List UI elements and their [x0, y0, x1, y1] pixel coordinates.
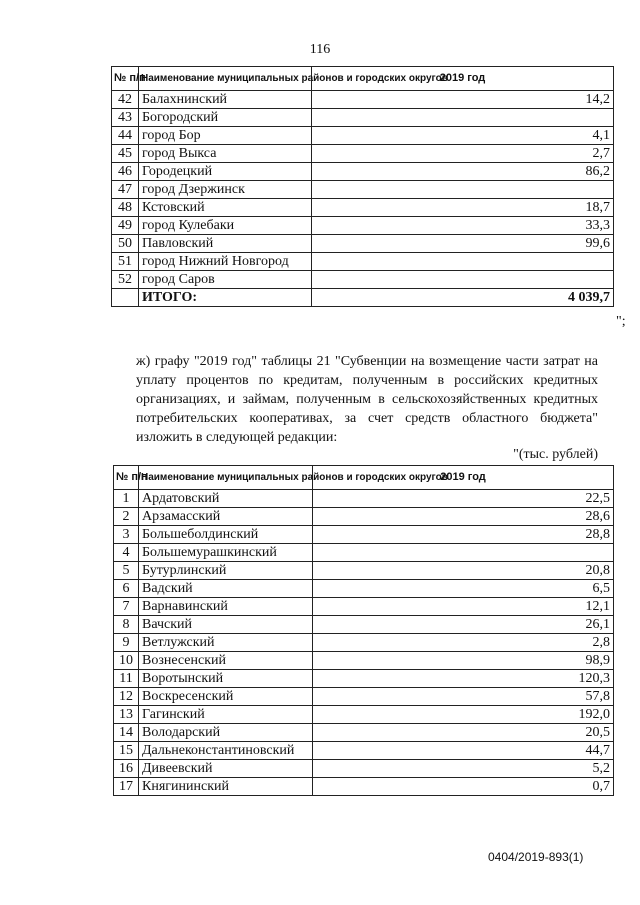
row-name: Павловский	[139, 235, 312, 253]
row-number: 11	[114, 670, 139, 688]
table-row	[114, 508, 614, 526]
row-value: 98,9	[313, 652, 614, 670]
row-value: 86,2	[312, 163, 614, 181]
row-value: 0,7	[313, 778, 614, 796]
row-number: 44	[112, 127, 139, 145]
row-name: Кстовский	[139, 199, 312, 217]
row-value: 33,3	[312, 217, 614, 235]
row-name: Ардатовский	[139, 490, 313, 508]
row-number: 50	[112, 235, 139, 253]
row-name: Большеболдинский	[139, 526, 313, 544]
document-code: 0404/2019-893(1)	[488, 850, 584, 864]
table-row	[114, 760, 614, 778]
row-number: 16	[114, 760, 139, 778]
row-number: 45	[112, 145, 139, 163]
paragraph-text: ж) графу "2019 год" таблицы 21 "Субвенции на возмещение части затрат на уплату процентов по кредитам, полученным в российских кредитных организациях, и займам, полученным в сельскохозяйственных кредитных потребительских кооперативах, за счет средств областного бюджета" изложить в следующей редакции:	[136, 354, 598, 445]
row-value: 2,7	[312, 145, 614, 163]
table-row	[114, 670, 614, 688]
row-value: 2,8	[313, 634, 614, 652]
row-value: 4,1	[312, 127, 614, 145]
col-header-name: Наименование муниципальных районов и городских округов	[139, 466, 313, 490]
col-header-name: Наименование муниципальных районов и городских округов	[139, 67, 312, 91]
col-header-number: № п/п	[112, 67, 139, 91]
table-row	[114, 580, 614, 598]
col-header-number: № п/п	[114, 466, 139, 490]
row-value: 20,8	[313, 562, 614, 580]
row-name: Княгининский	[139, 778, 313, 796]
table-row	[114, 634, 614, 652]
row-number: 46	[112, 163, 139, 181]
row-name: Балахнинский	[139, 91, 312, 109]
table-row	[114, 598, 614, 616]
row-number: 4	[114, 544, 139, 562]
row-number: 5	[114, 562, 139, 580]
table-header-row	[114, 466, 614, 490]
row-number: 17	[114, 778, 139, 796]
row-value: 22,5	[313, 490, 614, 508]
subsidy-table-continued	[111, 66, 614, 307]
row-value: 26,1	[313, 616, 614, 634]
table-row	[114, 544, 614, 562]
row-number: 42	[112, 91, 139, 109]
row-value: 18,7	[312, 199, 614, 217]
row-name: город Выкса	[139, 145, 312, 163]
row-number: 9	[114, 634, 139, 652]
row-value	[312, 271, 614, 289]
table-row	[114, 490, 614, 508]
row-number: 48	[112, 199, 139, 217]
row-value: 99,6	[312, 235, 614, 253]
table-header-row	[112, 67, 614, 91]
row-name: город Кулебаки	[139, 217, 312, 235]
row-name: Варнавинский	[139, 598, 313, 616]
row-value	[312, 253, 614, 271]
row-value: 28,8	[313, 526, 614, 544]
row-number: 49	[112, 217, 139, 235]
row-name: город Дзержинск	[139, 181, 312, 199]
row-name: Бутурлинский	[139, 562, 313, 580]
row-number: 13	[114, 706, 139, 724]
row-number: 14	[114, 724, 139, 742]
row-value: 5,2	[313, 760, 614, 778]
table-row	[112, 109, 614, 127]
row-number: 8	[114, 616, 139, 634]
row-value	[312, 181, 614, 199]
row-value: 28,6	[313, 508, 614, 526]
row-name: Вачский	[139, 616, 313, 634]
subsidy-table-21	[113, 465, 614, 796]
row-name: Ветлужский	[139, 634, 313, 652]
row-value: 6,5	[313, 580, 614, 598]
row-number: 43	[112, 109, 139, 127]
row-value: 120,3	[313, 670, 614, 688]
row-name: Городецкий	[139, 163, 312, 181]
row-name: Богородский	[139, 109, 312, 127]
row-value: 44,7	[313, 742, 614, 760]
table-row	[114, 652, 614, 670]
row-name: город Бор	[139, 127, 312, 145]
row-name: Гагинский	[139, 706, 313, 724]
table-row	[114, 526, 614, 544]
row-value: 57,8	[313, 688, 614, 706]
row-name: Воротынский	[139, 670, 313, 688]
table-row	[112, 127, 614, 145]
row-name: Большемурашкинский	[139, 544, 313, 562]
row-number: 52	[112, 271, 139, 289]
table-row	[112, 181, 614, 199]
row-number: 51	[112, 253, 139, 271]
table-row	[112, 253, 614, 271]
row-name: город Нижний Новгород	[139, 253, 312, 271]
table-row	[112, 217, 614, 235]
table-row	[114, 706, 614, 724]
col-header-year: 2019 год	[313, 466, 614, 490]
table-row	[114, 724, 614, 742]
row-value	[312, 109, 614, 127]
row-number: 47	[112, 181, 139, 199]
row-name: Володарский	[139, 724, 313, 742]
row-name: Арзамасский	[139, 508, 313, 526]
total-label: ИТОГО:	[139, 289, 312, 307]
row-name: Воскресенский	[139, 688, 313, 706]
row-number: 7	[114, 598, 139, 616]
row-number: 1	[114, 490, 139, 508]
table-row	[114, 616, 614, 634]
units-label: "(тыс. рублей)	[513, 447, 598, 462]
table-row	[114, 688, 614, 706]
row-number: 6	[114, 580, 139, 598]
row-name: Вознесенский	[139, 652, 313, 670]
row-value: 20,5	[313, 724, 614, 742]
row-name: Дальнеконстантиновский	[139, 742, 313, 760]
total-row	[112, 289, 614, 307]
row-name: Дивеевский	[139, 760, 313, 778]
page-number: 116	[309, 42, 331, 57]
table-row	[114, 778, 614, 796]
row-number: 3	[114, 526, 139, 544]
col-header-year: 2019 год	[312, 67, 614, 91]
row-number: 15	[114, 742, 139, 760]
table-row	[114, 742, 614, 760]
table-row	[112, 199, 614, 217]
row-name: город Саров	[139, 271, 312, 289]
total-number-cell	[112, 289, 139, 307]
row-value: 14,2	[312, 91, 614, 109]
table-row	[112, 271, 614, 289]
table-row	[114, 562, 614, 580]
table-row	[112, 235, 614, 253]
closing-quote: ";	[616, 314, 626, 329]
row-value	[313, 544, 614, 562]
table-row	[112, 163, 614, 181]
row-name: Вадский	[139, 580, 313, 598]
table-row	[112, 91, 614, 109]
row-value: 12,1	[313, 598, 614, 616]
row-number: 10	[114, 652, 139, 670]
total-value: 4 039,7	[312, 289, 614, 307]
row-value: 192,0	[313, 706, 614, 724]
row-number: 2	[114, 508, 139, 526]
table-row	[112, 145, 614, 163]
amendment-paragraph	[136, 352, 598, 447]
row-number: 12	[114, 688, 139, 706]
